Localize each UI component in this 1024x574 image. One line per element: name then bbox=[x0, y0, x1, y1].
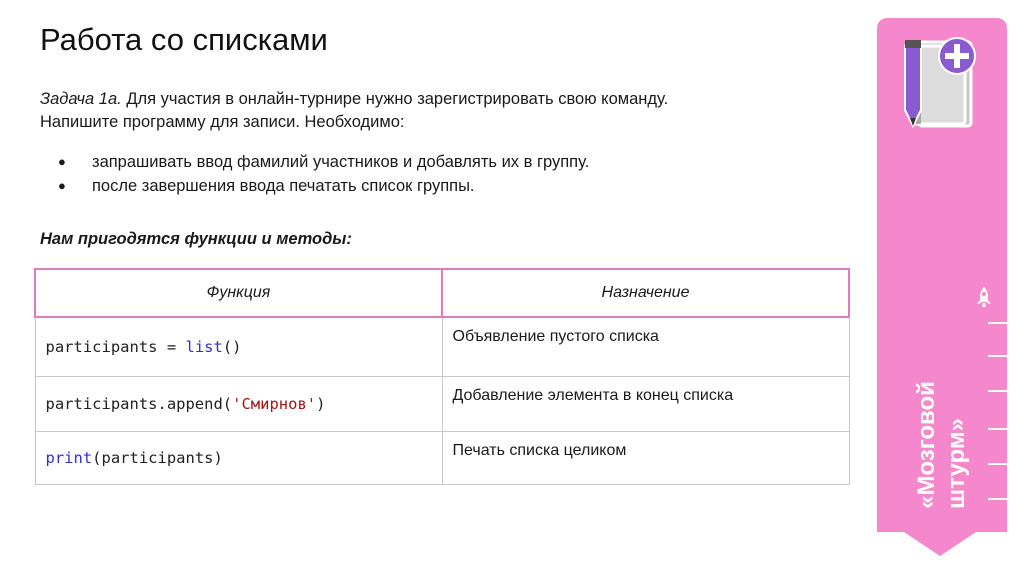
sidebar-pointer bbox=[904, 532, 976, 556]
task-text-line2: Напишите программу для записи. Необходимо: bbox=[40, 113, 405, 131]
code-cell bbox=[35, 432, 442, 485]
code-string: 'Смирнов' bbox=[232, 395, 317, 413]
purpose-cell: Объявление пустого списка bbox=[442, 317, 849, 377]
sidebar-label-line1: «Мозговой bbox=[913, 381, 940, 509]
table-row bbox=[35, 317, 849, 377]
task-text-line1: Для участия в онлайн-турнире нужно зарегистрировать свою команду. bbox=[121, 90, 669, 108]
slide-title: Работа со списками bbox=[40, 22, 328, 57]
code-token: () bbox=[222, 338, 242, 356]
code-keyword: print bbox=[45, 449, 93, 467]
list-item bbox=[58, 150, 589, 174]
bullet-icon: ● bbox=[58, 178, 66, 193]
code-keyword: list bbox=[185, 338, 223, 356]
sidebar-label bbox=[880, 370, 1004, 520]
code-token: (participants) bbox=[92, 449, 223, 467]
functions-table bbox=[34, 268, 850, 485]
list-item-text: запрашивать ввод фамилий участников и добавлять их в группу. bbox=[92, 153, 590, 171]
table-header-row bbox=[35, 269, 849, 317]
purpose-cell: Печать списка целиком bbox=[442, 432, 849, 485]
purpose-cell: Добавление элемента в конец списка bbox=[442, 377, 849, 432]
rocket-icon bbox=[974, 286, 994, 308]
notebook-pencil-plus-icon bbox=[901, 34, 981, 130]
list-item-text: после завершения ввода печатать список группы. bbox=[92, 177, 475, 195]
code-token: participants = bbox=[45, 338, 186, 356]
list-item bbox=[58, 174, 589, 198]
code-token: participants.append( bbox=[45, 395, 233, 413]
ruler-tick bbox=[988, 322, 1007, 324]
header-function: Функция bbox=[35, 269, 442, 317]
requirements-list bbox=[58, 150, 589, 198]
bullet-icon: ● bbox=[58, 154, 66, 169]
header-purpose: Назначение bbox=[442, 269, 849, 317]
table-row bbox=[35, 377, 849, 432]
sidebar-label-line2: штурм» bbox=[943, 418, 970, 509]
functions-subheading: Нам пригодятся функции и методы: bbox=[40, 230, 352, 248]
task-description bbox=[40, 88, 840, 134]
task-label: Задача 1a. bbox=[40, 90, 122, 108]
ruler-tick bbox=[988, 355, 1007, 357]
code-cell bbox=[35, 377, 442, 432]
table-row bbox=[35, 432, 849, 485]
code-token: ) bbox=[316, 395, 326, 413]
code-cell bbox=[35, 317, 442, 377]
